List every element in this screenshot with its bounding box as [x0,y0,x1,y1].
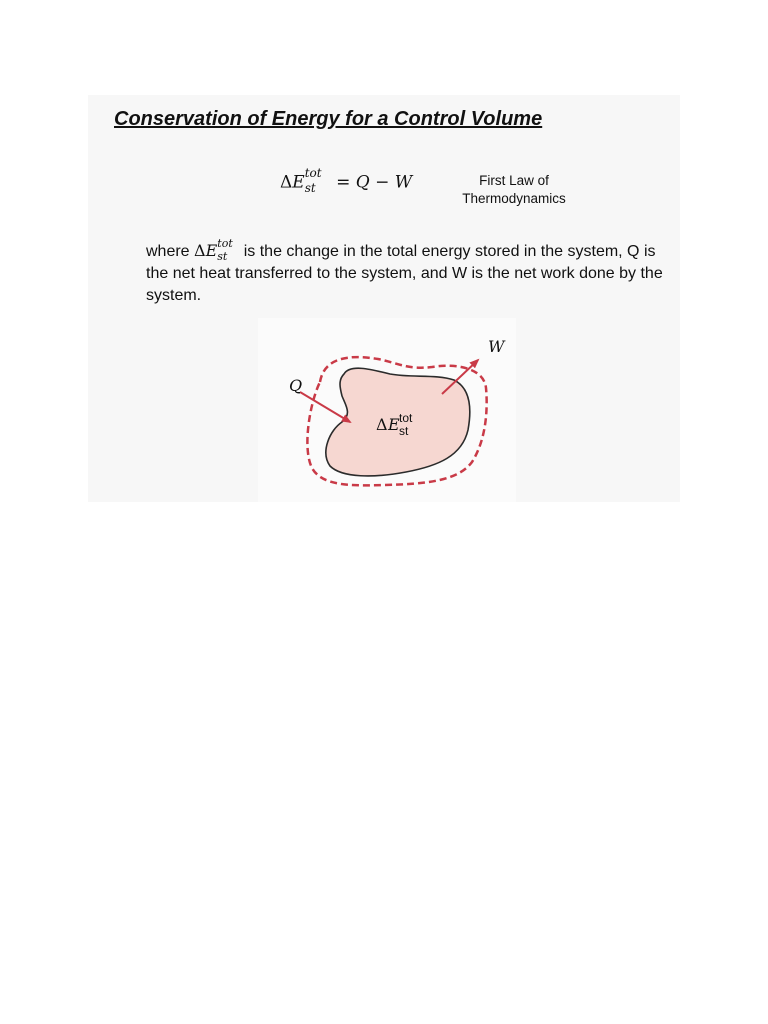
law-note-line-2: Thermodynamics [462,191,566,206]
paragraph-delta: Δ [194,241,206,260]
paragraph-subscript: st [217,250,228,263]
equation-subscript: st [304,181,316,195]
diagram-svg [258,318,516,502]
control-volume-diagram [258,318,516,502]
work-label: W [488,337,505,356]
stored-energy-superscript: tot [399,411,413,425]
equation-delta: Δ [280,172,293,193]
paragraph-energy-symbol [194,237,239,263]
stored-energy-E: E [388,415,400,434]
law-note [448,172,580,208]
paragraph-superscript: tot [217,237,233,250]
equation-scripts [304,166,329,195]
paragraph-body: is the change in the total energy stored in the system, Q is the net heat transferred to the system, and W is the net work done by the system. [146,243,663,304]
page-title: Conservation of Energy for a Control Volume [114,108,543,130]
first-law-equation [280,166,413,195]
paragraph-prefix: where [146,243,195,260]
stored-energy-subscript: st [399,424,409,438]
heat-label: Q [289,376,303,395]
paragraph-scripts [217,237,239,263]
law-note-line-1: First Law of [479,173,549,188]
stored-energy-delta: Δ [376,415,388,434]
equation-rhs: = Q − W [330,172,413,193]
equation-energy-symbol: E [292,172,305,193]
paragraph-E: E [205,241,218,260]
equation-superscript: tot [304,166,322,180]
definition-paragraph [146,237,668,307]
